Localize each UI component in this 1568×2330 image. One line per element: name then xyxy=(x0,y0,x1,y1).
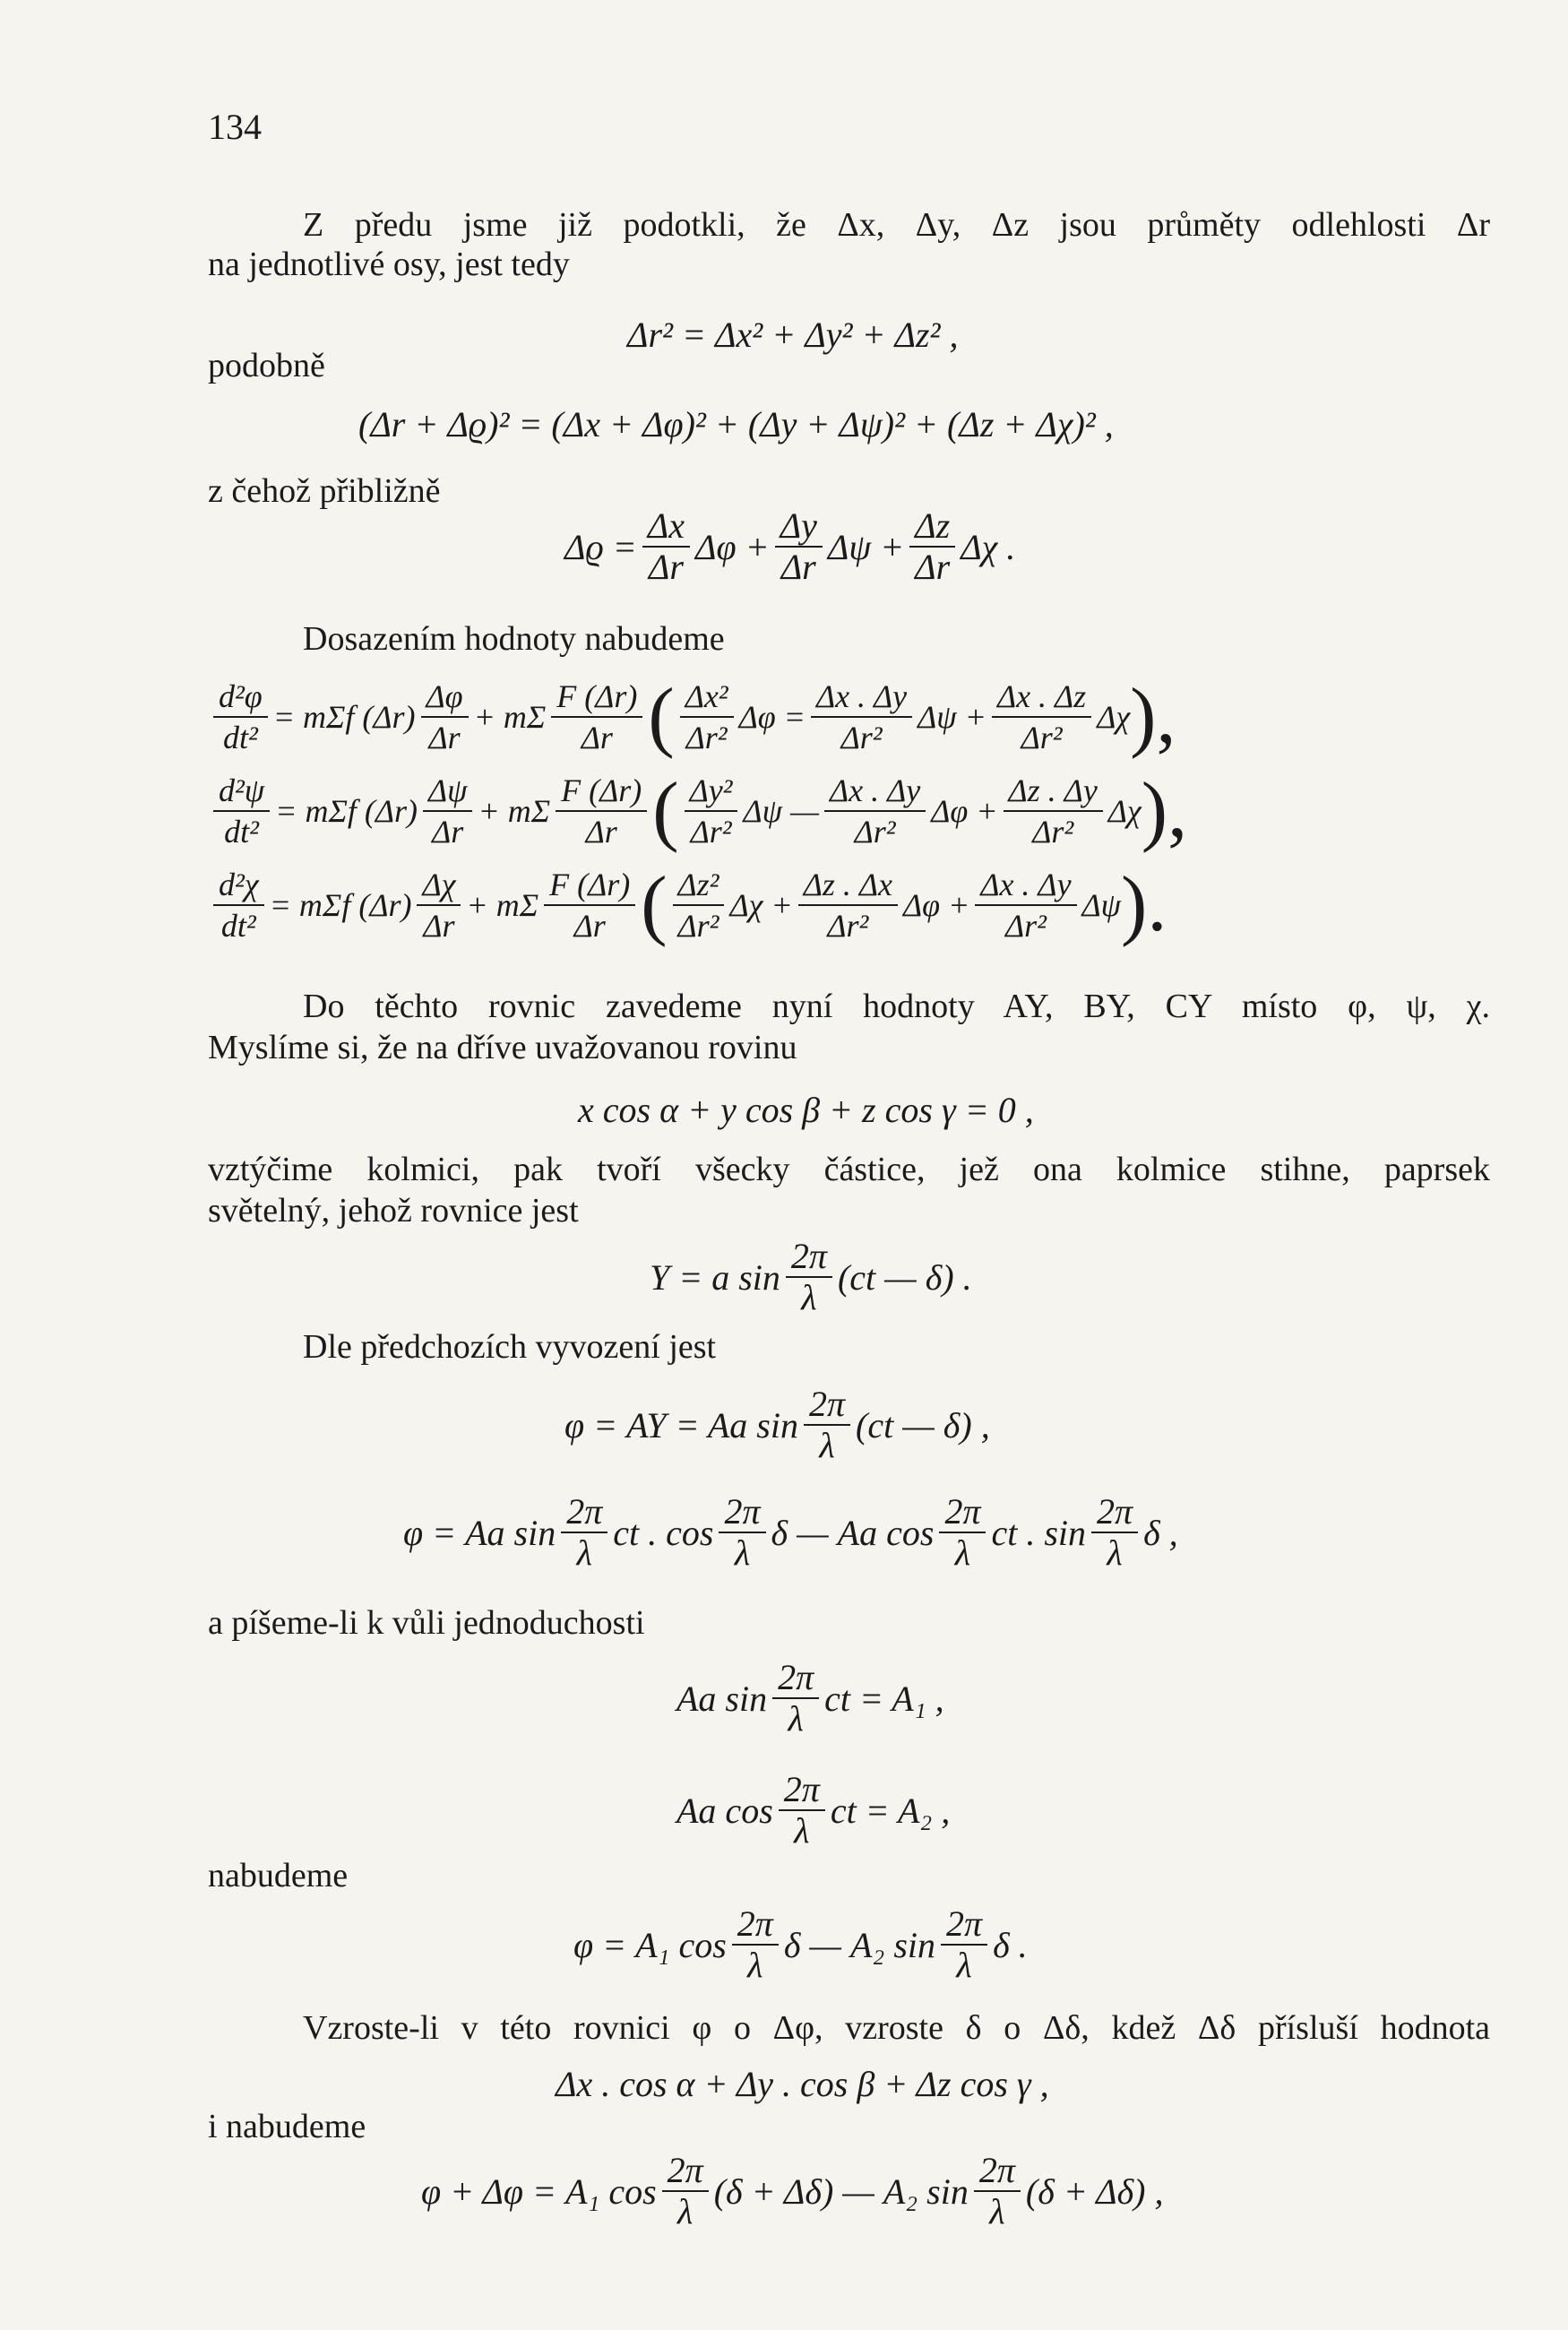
numerator: Δx . Δz xyxy=(992,677,1091,718)
fraction xyxy=(804,1385,850,1465)
numerator: Δψ xyxy=(423,771,473,812)
equation: Δr² = Δx² + Δy² + Δz² , xyxy=(627,315,959,355)
fraction xyxy=(662,2151,709,2231)
eq-part: = mΣf (Δr) xyxy=(272,699,416,735)
equation-fraction xyxy=(564,1385,990,1465)
numerator: Δy² xyxy=(685,771,738,812)
denominator: Δr² xyxy=(1032,814,1074,850)
fraction xyxy=(556,771,647,851)
eq-part: ct = A₂ , xyxy=(830,1790,951,1831)
denominator: λ xyxy=(788,1698,804,1739)
eq-part: ct = A₁ , xyxy=(824,1678,944,1719)
eq-part: Δψ + xyxy=(918,699,986,735)
numerator: 2π xyxy=(772,1658,819,1699)
eq-part: Δχ . xyxy=(961,526,1016,567)
numerator: Δφ xyxy=(421,677,469,718)
eq-part: φ = A₁ cos xyxy=(573,1924,727,1965)
denominator: Δr² xyxy=(677,908,719,944)
fraction xyxy=(719,1492,765,1573)
text-label: nabudeme xyxy=(208,1857,349,1894)
denominator: Δr xyxy=(581,720,613,755)
page-number: 134 xyxy=(208,107,262,147)
eq-part: ct . cos xyxy=(613,1512,714,1553)
denominator: Δr xyxy=(432,814,464,850)
numerator: 2π xyxy=(974,2151,1021,2192)
fraction xyxy=(732,1904,779,1985)
fraction xyxy=(786,1237,832,1317)
eq-part: (δ + Δδ) — A₂ sin xyxy=(713,2170,969,2212)
denominator: Δr xyxy=(423,908,455,944)
numerator: 2π xyxy=(662,2151,709,2192)
equation-fraction xyxy=(676,1770,950,1851)
open-paren: ( xyxy=(652,767,679,854)
eq-part: ct . sin xyxy=(991,1512,1087,1553)
numerator: 2π xyxy=(786,1237,832,1278)
text-label: z čehož přibližně xyxy=(208,472,441,510)
denominator: dt² xyxy=(224,814,259,850)
equation-fraction xyxy=(573,1904,1028,1985)
fraction xyxy=(423,771,473,851)
paragraph-line: vztýčime kolmici, pak tvoří všecky částice, jež ona kolmice stihne, paprsek xyxy=(208,1151,1490,1188)
system-equation-row xyxy=(208,673,1176,760)
fraction xyxy=(811,677,912,757)
denominator: λ xyxy=(1107,1532,1123,1573)
fraction xyxy=(974,2151,1021,2231)
fraction xyxy=(798,865,898,945)
denominator: λ xyxy=(989,2191,1005,2231)
denominator: Δr xyxy=(573,908,606,944)
fraction xyxy=(939,1492,986,1573)
eq-part: (ct — δ) , xyxy=(856,1404,990,1445)
open-paren: ( xyxy=(641,861,668,948)
equation: Δx . cos α + Δy . cos β + Δz cos γ , xyxy=(556,2064,1049,2104)
eq-part: Y = a sin xyxy=(650,1256,780,1298)
numerator: F (Δr) xyxy=(551,677,642,718)
numerator: Δy xyxy=(775,506,823,548)
fraction xyxy=(909,506,955,587)
denominator: dt² xyxy=(220,908,256,944)
denominator: λ xyxy=(747,1945,763,1985)
paragraph-line: na jednotlivé osy, jest tedy xyxy=(208,246,570,283)
numerator: 2π xyxy=(1091,1492,1138,1533)
denominator: Δr² xyxy=(690,814,732,850)
close-paren: ). xyxy=(1121,861,1167,948)
eq-part: φ + Δφ = A₁ cos xyxy=(421,2170,657,2212)
denominator: Δr xyxy=(780,547,816,587)
text-label: Dle předchozích vyvození jest xyxy=(303,1328,717,1366)
eq-part: + mΣ xyxy=(473,699,547,735)
system-equation-row xyxy=(208,767,1188,854)
denominator: λ xyxy=(734,1532,751,1573)
eq-part: Δψ — xyxy=(743,793,819,829)
numerator: d²ψ xyxy=(213,771,270,812)
eq-part: Δχ + xyxy=(729,887,793,923)
fraction xyxy=(417,865,461,945)
fraction xyxy=(685,771,738,851)
equation-fraction xyxy=(403,1492,1178,1573)
eq-part: + mΣ xyxy=(478,793,551,829)
numerator: 2π xyxy=(732,1904,779,1946)
eq-part: δ , xyxy=(1143,1512,1178,1553)
fraction xyxy=(1004,771,1103,851)
close-paren: ), xyxy=(1130,673,1176,760)
eq-part: + mΣ xyxy=(466,887,539,923)
numerator: 2π xyxy=(804,1385,850,1426)
fraction xyxy=(824,771,926,851)
equation-fraction xyxy=(676,1658,944,1739)
eq-part: Δχ xyxy=(1097,699,1131,735)
text-label: i nabudeme xyxy=(208,2108,366,2145)
denominator: Δr xyxy=(915,547,951,587)
fraction xyxy=(213,865,264,945)
fraction xyxy=(213,677,268,757)
paragraph-line: Do těchto rovnic zavedeme nyní hodnoty AY, BY, CY místo φ, ψ, χ. xyxy=(303,988,1490,1025)
eq-part: Aa sin xyxy=(676,1678,768,1719)
eq-part: δ — A₂ sin xyxy=(783,1924,936,1965)
eq-part: δ . xyxy=(993,1924,1028,1965)
eq-part: φ = Aa sin xyxy=(403,1512,556,1553)
eq-part: Δϱ = xyxy=(564,526,637,567)
text-label: a píšeme-li k vůli jednoduchosti xyxy=(208,1604,645,1642)
numerator: F (Δr) xyxy=(544,865,635,906)
numerator: Δχ xyxy=(417,865,461,906)
eq-part: = mΣf (Δr) xyxy=(269,887,412,923)
eq-part: φ = AY = Aa sin xyxy=(564,1404,798,1445)
fraction xyxy=(680,677,734,757)
eq-part: (δ + Δδ) , xyxy=(1025,2170,1164,2212)
eq-part: Δφ = xyxy=(738,699,806,735)
denominator: λ xyxy=(794,1810,810,1851)
system-equation-row xyxy=(208,861,1167,948)
fraction xyxy=(992,677,1091,757)
eq-part: Δφ + xyxy=(695,526,770,567)
denominator: λ xyxy=(801,1277,817,1317)
denominator: Δr xyxy=(428,720,461,755)
numerator: Δx² xyxy=(680,677,734,718)
numerator: 2π xyxy=(719,1492,765,1533)
denominator: λ xyxy=(954,1532,971,1573)
close-paren: ), xyxy=(1141,767,1188,854)
denominator: Δr² xyxy=(840,720,883,755)
numerator: F (Δr) xyxy=(556,771,647,812)
numerator: 2π xyxy=(941,1904,987,1946)
numerator: Δz . Δx xyxy=(798,865,898,906)
fraction xyxy=(551,677,642,757)
numerator: Δz . Δy xyxy=(1004,771,1103,812)
equation: x cos α + y cos β + z cos γ = 0 , xyxy=(578,1090,1034,1130)
numerator: Δx . Δy xyxy=(824,771,926,812)
numerator: Δx . Δy xyxy=(811,677,912,718)
denominator: Δr² xyxy=(685,720,728,755)
fraction xyxy=(775,506,823,587)
text-label: Dosazením hodnoty nabudeme xyxy=(303,620,725,658)
denominator: Δr xyxy=(585,814,617,850)
numerator: 2π xyxy=(779,1770,825,1811)
numerator: Δz² xyxy=(673,865,725,906)
denominator: λ xyxy=(956,1945,972,1985)
fraction xyxy=(544,865,635,945)
eq-part: Δφ + xyxy=(931,793,998,829)
equation-fraction xyxy=(564,506,1015,587)
fraction xyxy=(772,1658,819,1739)
paragraph-line: světelný, jehož rovnice jest xyxy=(208,1192,579,1230)
paragraph-line: Vzroste-li v této rovnici φ o Δφ, vzroste δ o Δδ, kdež Δδ přísluší hodnota xyxy=(303,2009,1490,2047)
paragraph-line: Myslíme si, že na dříve uvažovanou rovinu xyxy=(208,1029,797,1066)
fraction xyxy=(779,1770,825,1851)
fraction xyxy=(975,865,1076,945)
eq-part: Δχ xyxy=(1107,793,1142,829)
fraction xyxy=(673,865,725,945)
numerator: Δx . Δy xyxy=(975,865,1076,906)
fraction xyxy=(642,506,690,587)
denominator: dt² xyxy=(222,720,258,755)
fraction xyxy=(1091,1492,1138,1573)
numerator: 2π xyxy=(561,1492,607,1533)
eq-part: (ct — δ) . xyxy=(837,1256,972,1298)
denominator: Δr² xyxy=(1021,720,1063,755)
text-label: podobně xyxy=(208,347,325,384)
fraction xyxy=(421,677,469,757)
numerator: d²χ xyxy=(213,865,264,906)
denominator: Δr² xyxy=(827,908,869,944)
denominator: λ xyxy=(819,1425,835,1465)
numerator: d²φ xyxy=(213,677,268,718)
eq-part: δ — Aa cos xyxy=(771,1512,935,1553)
eq-part: Δφ + xyxy=(902,887,970,923)
denominator: Δr² xyxy=(854,814,896,850)
equation-fraction xyxy=(650,1237,972,1317)
fraction xyxy=(941,1904,987,1985)
numerator: Δx xyxy=(642,506,690,548)
eq-part: Δψ + xyxy=(827,526,905,567)
open-paren: ( xyxy=(648,673,675,760)
paragraph-line: Z předu jsme již podotkli, že Δx, Δy, Δz jsou průměty odlehlosti Δr xyxy=(303,206,1490,244)
denominator: Δr² xyxy=(1004,908,1047,944)
equation-fraction xyxy=(421,2151,1164,2231)
eq-part: = mΣf (Δr) xyxy=(275,793,418,829)
eq-part: Δψ xyxy=(1081,887,1122,923)
denominator: λ xyxy=(576,1532,592,1573)
numerator: Δz xyxy=(909,506,955,548)
denominator: λ xyxy=(677,2191,694,2231)
fraction xyxy=(561,1492,607,1573)
equation: (Δr + Δϱ)² = (Δx + Δφ)² + (Δy + Δψ)² + (Δz + Δχ)² , xyxy=(358,404,1114,444)
denominator: Δr xyxy=(648,547,684,587)
eq-part: Aa cos xyxy=(676,1790,773,1831)
fraction xyxy=(213,771,270,851)
numerator: 2π xyxy=(939,1492,986,1533)
